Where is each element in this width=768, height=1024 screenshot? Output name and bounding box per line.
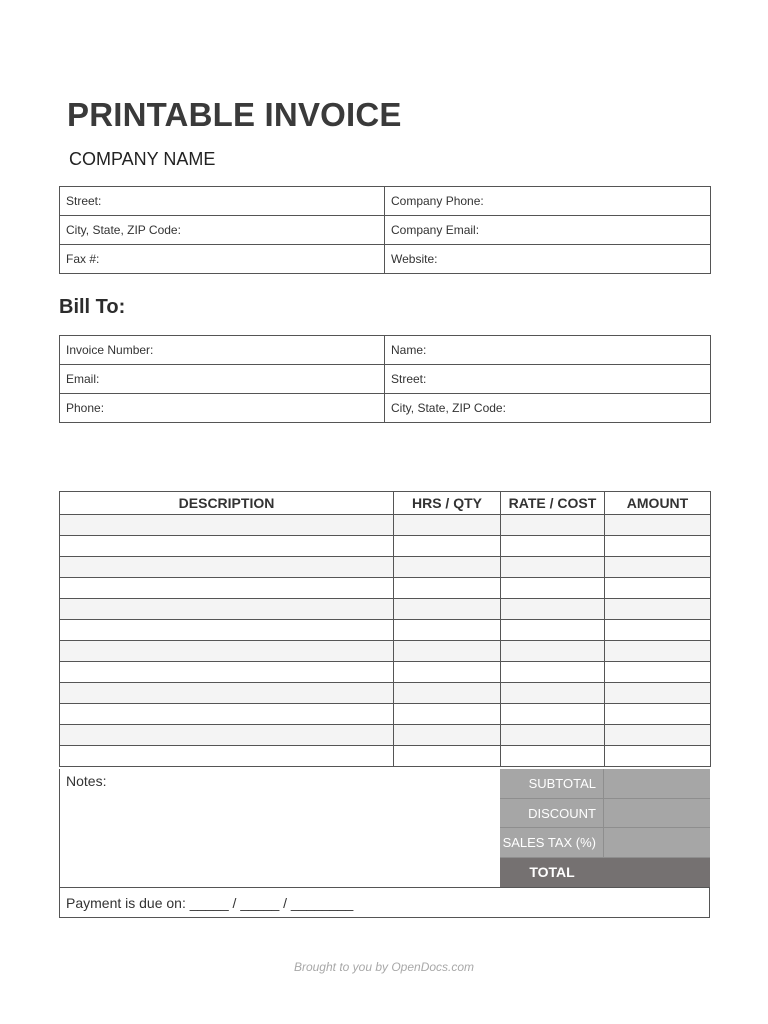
amount-cell[interactable] (605, 746, 711, 767)
rate-cost-cell[interactable] (501, 620, 605, 641)
rate-cost-cell[interactable] (501, 746, 605, 767)
amount-cell[interactable] (605, 620, 711, 641)
rate-cost-cell[interactable] (501, 578, 605, 599)
payment-due-line[interactable]: Payment is due on: _____ / _____ / ________ (59, 888, 710, 918)
line-items-header (60, 492, 711, 515)
info-row (60, 187, 711, 216)
totals-block (500, 769, 710, 887)
rate-cost-header: RATE / COST (501, 492, 605, 515)
street-field[interactable]: Street: (60, 187, 385, 216)
subtotal-label: SUBTOTAL (500, 769, 604, 799)
hrs-qty-cell[interactable] (394, 578, 501, 599)
website-field[interactable]: Website: (385, 245, 711, 274)
hrs-qty-cell[interactable] (394, 599, 501, 620)
rate-cost-cell[interactable] (501, 515, 605, 536)
line-items-body (60, 515, 711, 767)
amount-cell[interactable] (605, 557, 711, 578)
description-header: DESCRIPTION (60, 492, 394, 515)
table-row (60, 704, 711, 725)
rate-cost-cell[interactable] (501, 662, 605, 683)
city-state-zip-field[interactable]: City, State, ZIP Code: (60, 216, 385, 245)
footer-credit: Brought to you by OpenDocs.com (293, 960, 475, 974)
line-items-table (59, 491, 711, 767)
hrs-qty-cell[interactable] (394, 557, 501, 578)
company-email-field[interactable]: Company Email: (385, 216, 711, 245)
hrs-qty-cell[interactable] (394, 683, 501, 704)
description-cell[interactable] (60, 536, 394, 557)
amount-cell[interactable] (605, 578, 711, 599)
table-row (60, 620, 711, 641)
hrs-qty-cell[interactable] (394, 536, 501, 557)
table-row (60, 599, 711, 620)
amount-cell[interactable] (605, 599, 711, 620)
sales-tax-row (500, 828, 710, 858)
discount-row (500, 799, 710, 829)
description-cell[interactable] (60, 704, 394, 725)
table-row (60, 662, 711, 683)
amount-cell[interactable] (605, 641, 711, 662)
rate-cost-cell[interactable] (501, 725, 605, 746)
description-cell[interactable] (60, 599, 394, 620)
amount-header: AMOUNT (605, 492, 711, 515)
invoice-title: PRINTABLE INVOICE (67, 96, 402, 133)
total-label: TOTAL (500, 858, 604, 888)
amount-cell[interactable] (605, 536, 711, 557)
hrs-qty-cell[interactable] (394, 620, 501, 641)
table-row (60, 578, 711, 599)
hrs-qty-cell[interactable] (394, 704, 501, 725)
description-cell[interactable] (60, 578, 394, 599)
sales-tax-label: SALES TAX (%) (500, 828, 604, 858)
info-row (60, 336, 711, 365)
fax-field[interactable]: Fax #: (60, 245, 385, 274)
subtotal-row (500, 769, 710, 799)
hrs-qty-cell[interactable] (394, 725, 501, 746)
info-row (60, 245, 711, 274)
company-info-table (59, 186, 711, 274)
discount-value[interactable] (604, 799, 710, 829)
amount-cell[interactable] (605, 662, 711, 683)
rate-cost-cell[interactable] (501, 599, 605, 620)
bill-to-table (59, 335, 711, 423)
hrs-qty-cell[interactable] (394, 662, 501, 683)
description-cell[interactable] (60, 515, 394, 536)
rate-cost-cell[interactable] (501, 704, 605, 725)
table-row (60, 536, 711, 557)
invoice-number-field[interactable]: Invoice Number: (60, 336, 385, 365)
total-value[interactable] (604, 858, 710, 888)
description-cell[interactable] (60, 662, 394, 683)
rate-cost-cell[interactable] (501, 641, 605, 662)
description-cell[interactable] (60, 641, 394, 662)
rate-cost-cell[interactable] (501, 557, 605, 578)
info-row (60, 394, 711, 423)
subtotal-value[interactable] (604, 769, 710, 799)
info-row (60, 365, 711, 394)
amount-cell[interactable] (605, 725, 711, 746)
table-row (60, 557, 711, 578)
hrs-qty-cell[interactable] (394, 515, 501, 536)
hrs-qty-header: HRS / QTY (394, 492, 501, 515)
table-row (60, 515, 711, 536)
table-row (60, 725, 711, 746)
bill-to-street-field[interactable]: Street: (385, 365, 711, 394)
hrs-qty-cell[interactable] (394, 641, 501, 662)
bill-to-name-field[interactable]: Name: (385, 336, 711, 365)
bill-to-email-field[interactable]: Email: (60, 365, 385, 394)
amount-cell[interactable] (605, 515, 711, 536)
discount-label: DISCOUNT (500, 799, 604, 829)
notes-label: Notes: (66, 773, 107, 789)
company-name: COMPANY NAME (69, 149, 216, 169)
description-cell[interactable] (60, 620, 394, 641)
company-phone-field[interactable]: Company Phone: (385, 187, 711, 216)
description-cell[interactable] (60, 746, 394, 767)
hrs-qty-cell[interactable] (394, 746, 501, 767)
description-cell[interactable] (60, 557, 394, 578)
summary-section (59, 769, 710, 888)
total-row (500, 858, 710, 888)
description-cell[interactable] (60, 683, 394, 704)
sales-tax-value[interactable] (604, 828, 710, 858)
rate-cost-cell[interactable] (501, 536, 605, 557)
bill-to-city-state-zip-field[interactable]: City, State, ZIP Code: (385, 394, 711, 423)
description-cell[interactable] (60, 725, 394, 746)
bill-to-phone-field[interactable]: Phone: (60, 394, 385, 423)
table-row (60, 683, 711, 704)
amount-cell[interactable] (605, 704, 711, 725)
info-row (60, 216, 711, 245)
amount-cell[interactable] (605, 683, 711, 704)
bill-to-heading: Bill To: (59, 296, 126, 318)
table-row (60, 641, 711, 662)
rate-cost-cell[interactable] (501, 683, 605, 704)
table-row (60, 746, 711, 767)
